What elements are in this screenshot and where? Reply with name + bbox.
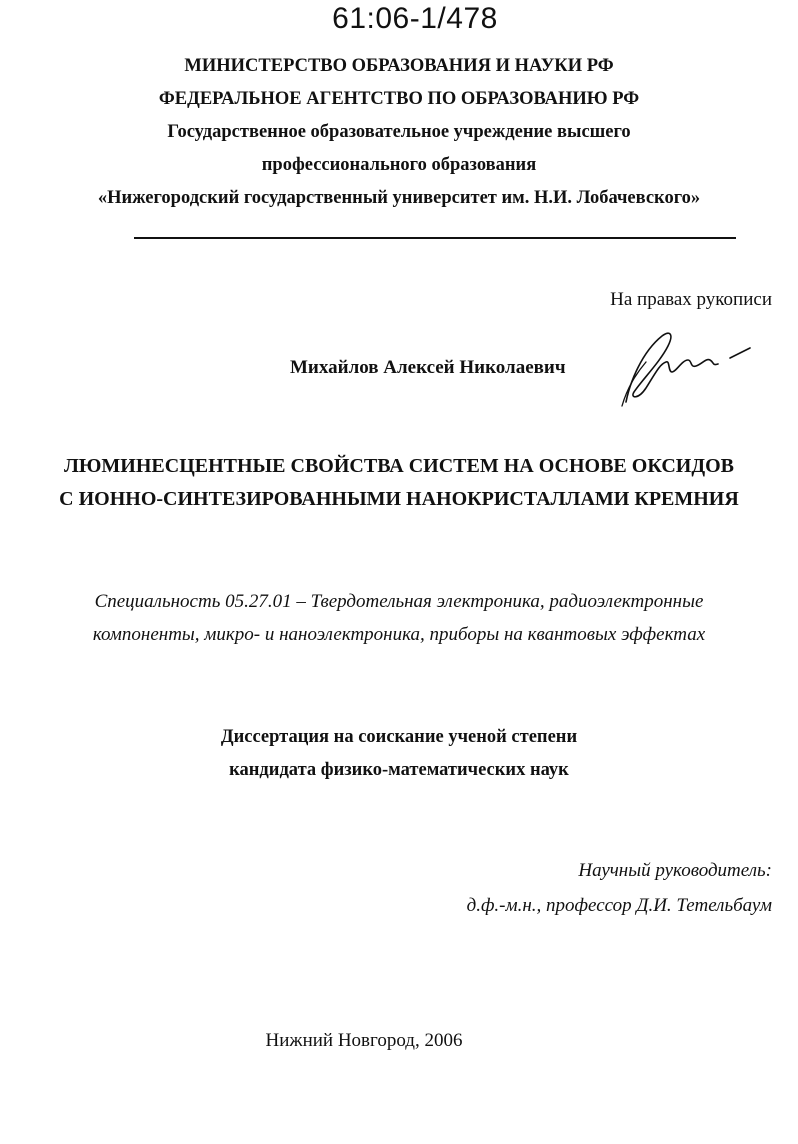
ministry-line: МИНИСТЕРСТВО ОБРАЗОВАНИЯ И НАУКИ РФ: [184, 56, 614, 76]
degree-line-2: кандидата физико-математических наук: [229, 760, 569, 780]
dissertation-title-line-1: ЛЮМИНЕСЦЕНТНЫЕ СВОЙСТВА СИСТЕМ НА ОСНОВЕ ОКСИДОВ: [64, 455, 734, 477]
advisor-name: д.ф.-м.н., профессор Д.И. Тетельбаум: [466, 895, 772, 916]
author-signature: [612, 322, 762, 408]
dissertation-title-line-2: С ИОННО-СИНТЕЗИРОВАННЫМИ НАНОКРИСТАЛЛАМИ КРЕМНИЯ: [59, 488, 739, 510]
archive-code: 61:06-1/478: [332, 2, 498, 35]
university-name: «Нижегородский государственный университет им. Н.И. Лобачевского»: [97, 188, 701, 208]
specialty-line-2: компоненты, микро- и наноэлектроника, приборы на квантовых эффектах: [92, 624, 706, 645]
degree-line-1: Диссертация на соискание ученой степени: [220, 727, 578, 747]
institution-type-line: Государственное образовательное учреждение высшего: [167, 122, 631, 142]
institution-type-line-2: профессионального образования: [261, 155, 537, 175]
author-name: Михайлов Алексей Николаевич: [290, 357, 566, 378]
header-divider: [134, 237, 736, 239]
agency-line: ФЕДЕРАЛЬНОЕ АГЕНТСТВО ПО ОБРАЗОВАНИЮ РФ: [158, 89, 640, 109]
manuscript-note: На правах рукописи: [610, 289, 772, 310]
specialty-line-1: Специальность 05.27.01 – Твердотельная электроника, радиоэлектронные: [94, 591, 704, 612]
city-year: Нижний Новгород, 2006: [265, 1030, 463, 1051]
advisor-label: Научный руководитель:: [578, 860, 772, 881]
